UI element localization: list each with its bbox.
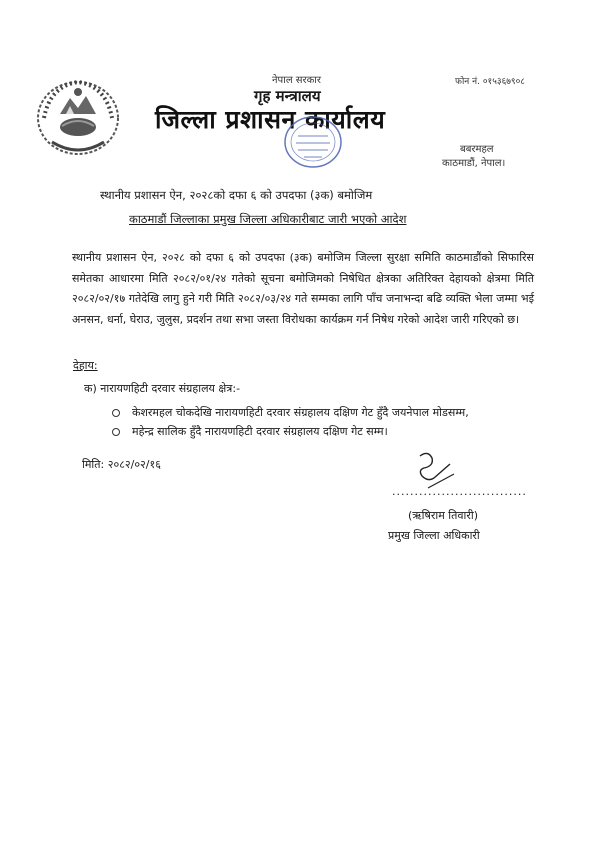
locations-label: देहाय:: [73, 359, 98, 372]
order-paragraph-text: स्थानीय प्रशासन ऐन, २०२८ को दफा ६ को उपदफा (३क) बमोजिम जिल्ला सुरक्षा समिति काठमाडौंको सिफारिस समेतका आधारमा मिति २०८२/०१/२४ गतेको सूचना बमोजिमको निषेधित क्षेत्रका अतिरिक्त देहायको क्षेत्रमा मिति २०८२/०२/१७ गतेदेखि लागु हुने गरी मिति २०८२/०३/२४ गते सम्मका लागि पाँच जनाभन्दा बढि व्यक्ति भेला जम्मा भई अनसन, धर्ना, घेराउ, जुलुस, प्रदर्शन तथा सभा जस्ता विरोधका कार्यक्रम गर्न निषेध गरेको आदेश जारी गरिएको छ।: [72, 251, 534, 326]
location-bullet-list: [112, 403, 469, 441]
signatory-name: (ऋषिराम तिवारी): [408, 509, 479, 522]
bullet-circle-icon: [112, 409, 120, 417]
issue-date: मिति: २०८२/०२/१६: [82, 458, 161, 471]
ministry-name: गृह मन्त्रालय: [254, 87, 321, 105]
government-label: नेपाल सरकार: [272, 75, 321, 86]
address-line-2: काठमाडौं, नेपाल।: [442, 158, 506, 169]
address-line-1: बबरमहल: [460, 144, 494, 155]
location-item: क) नारायणहिटी दरवार संग्रहालय क्षेत्र:-: [84, 382, 241, 395]
list-item: [112, 422, 469, 441]
office-stamp-icon: [282, 114, 344, 170]
subject-line-2: काठमाडौं जिल्लाका प्रमुख जिल्ला अधिकारीबाट जारी भएको आदेश: [129, 212, 407, 226]
signature-line: ..............................: [392, 485, 527, 498]
subject-line-1: स्थानीय प्रशासन ऐन, २०२८को दफा ६ को उपदफा (३क) बमोजिम: [100, 188, 373, 202]
phone-number: फोन नं. ०१५३६७९०८: [455, 77, 525, 87]
bullet-circle-icon: [112, 428, 120, 436]
office-title: जिल्ला प्रशासन कार्यालय: [155, 105, 386, 134]
list-item: [112, 403, 469, 422]
bullet-text: केशरमहल चोकदेखि नारायणहिटी दरवार संग्रहालय दक्षिण गेट हुँदै जयनेपाल मोडसम्म,: [132, 406, 469, 419]
nepal-emblem-icon: [30, 72, 126, 162]
signatory-title: प्रमुख जिल्ला अधिकारी: [388, 529, 480, 542]
order-paragraph: [72, 248, 534, 330]
bullet-text: महेन्द्र सालिक हुँदै नारायणहिटी दरवार संग्रहालय दक्षिण गेट सम्म।: [132, 425, 388, 438]
